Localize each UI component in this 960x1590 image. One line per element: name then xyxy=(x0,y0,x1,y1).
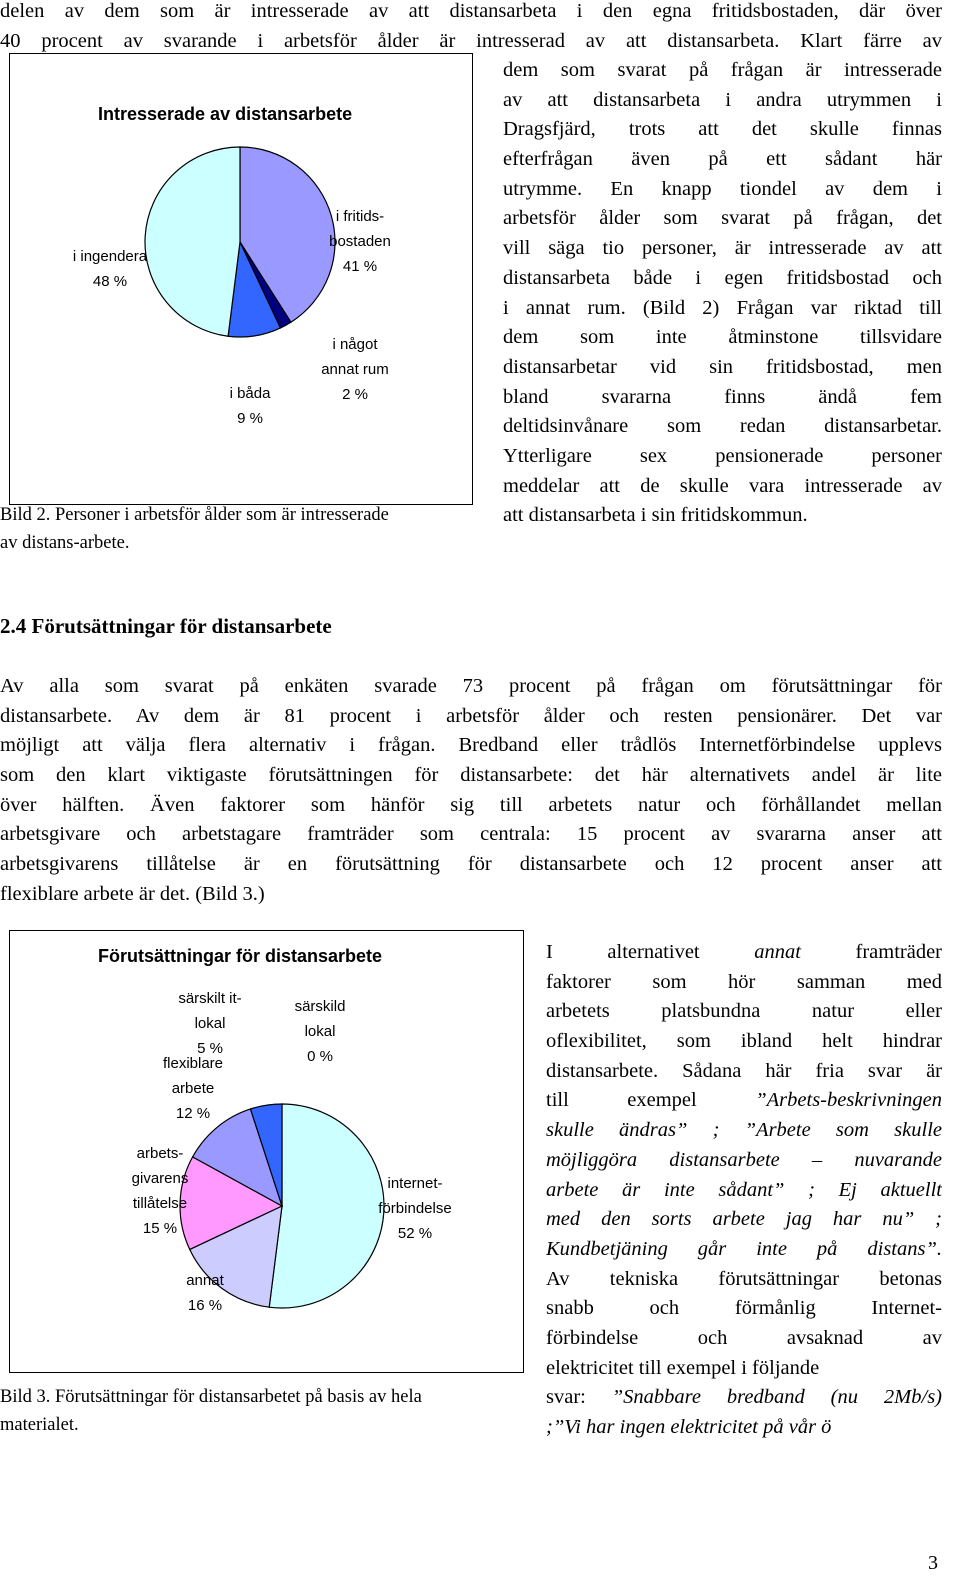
figure-caption-bild2: Bild 2. Personer i arbetsför ålder som är intresserade av distans-arbete. xyxy=(0,505,389,553)
right-column-text xyxy=(503,56,942,531)
text-line: bland svararna finns ändå fem xyxy=(503,385,942,408)
right-column-text-2 xyxy=(546,938,942,1443)
slice-label-internet: internet- förbindelse 52 % xyxy=(378,1175,452,1242)
section-body xyxy=(0,672,942,910)
text-line: som den klart viktigaste förutsättningen för distansarbete: det här alternativets andel är lite xyxy=(0,764,942,787)
slice-label-arbetsgivare: arbets- givarens tillåtelse 15 % xyxy=(131,1145,189,1237)
text-line: distansarbete. Av dem är 81 procent i arbetsför ålder och resten pensionärer. Det var xyxy=(0,704,942,727)
text-line: efterfrågan även på ett sådant här xyxy=(503,148,942,171)
figure-caption-bild3: Bild 3. Förutsättningar för distansarbetet på basis av hela materialet. xyxy=(0,1387,422,1435)
text-line: Av alla som svarat på enkäten svarade 73 procent på frågan om förutsättningar för xyxy=(0,675,942,697)
text-line: med den sorts arbete jag har nu” ; xyxy=(546,1208,942,1231)
text-line: Ytterligare sex pensionerade personer xyxy=(503,444,942,467)
text-line: elektricitet till exempel i följande xyxy=(546,1356,820,1379)
slice-label-annat: annat 16 % xyxy=(186,1272,224,1314)
text-line: utrymme. En knapp tiondel av dem i xyxy=(503,177,942,200)
text-line: att distansarbeta i sin fritidskommun. xyxy=(503,504,808,527)
text-line: till exempel ”Arbets-beskrivningen xyxy=(546,1089,942,1112)
text-line: av att distansarbeta i andra utrymmen i xyxy=(503,88,942,111)
text-line: flexiblare arbete är det. (Bild 3.) xyxy=(0,882,265,905)
chart-box-prerequisites xyxy=(9,930,524,1373)
text-line: arbetsgivare och arbetstagare framträder som centrala: 15 procent av svararna anser att xyxy=(0,823,942,846)
intro-text xyxy=(0,0,942,56)
text-line: dem som svarat på frågan är intresserade xyxy=(503,59,942,81)
text-line: deltidsinvånare som redan distansarbetar. xyxy=(503,415,942,438)
text-line: möjligt att välja flera alternativ i frågan. Bredband eller trådlös Internetförbindelse upplevs xyxy=(0,734,942,757)
text-line: arbete är inte sådant” ; Ej aktuellt xyxy=(546,1178,942,1201)
text-line: arbetets platsbundna natur eller xyxy=(546,1000,942,1023)
text-line: meddelar att de skulle vara intresserade av xyxy=(503,474,942,497)
text-line: arbetsför ålder som svarat på frågan, det xyxy=(503,207,942,230)
text-line: dem som inte åtminstone tillsvidare xyxy=(503,326,942,349)
chart-box-interest xyxy=(9,53,473,505)
text-line: distansarbeta både i egen fritidsbostad och xyxy=(503,266,942,289)
chart-title: Intresserade av distansarbete xyxy=(98,104,353,124)
text-line: distansarbetar vid sin fritidsbostad, men xyxy=(503,355,942,378)
text-line: snabb och förmånlig Internet- xyxy=(546,1297,942,1320)
text-line: arbetsgivarens tillåtelse är en förutsättning för distansarbete och 12 procent anser att xyxy=(0,853,942,876)
text-line: distansarbete. Sådana här fria svar är xyxy=(546,1059,942,1082)
text-line: Av tekniska förutsättningar betonas xyxy=(546,1267,942,1290)
text-line: 40 procent av svarande i arbetsför ålder är intresserad av att distansarbeta. Klart färre av xyxy=(0,29,942,52)
slice-label-bada: i båda 9 % xyxy=(229,385,271,427)
text-line: Dragsfjärd, trots att det skulle finnas xyxy=(503,118,942,141)
page-number: 3 xyxy=(928,1552,938,1574)
pie-slice-i-ingendera xyxy=(145,147,240,336)
text-line: skulle ändras” ; ”Arbete som skulle xyxy=(546,1119,942,1142)
slice-label-annat-rum: i något annat rum 2 % xyxy=(321,336,389,403)
pie-chart-prerequisites xyxy=(10,931,523,1372)
text-line: Kundbetjäning går inte på distans”. xyxy=(546,1237,942,1260)
slice-label-it-lokal: särskilt it- lokal 5 % xyxy=(178,990,242,1057)
text-line: förbindelse och avsaknad av xyxy=(546,1326,942,1349)
text-line: svar: ”Snabbare bredband (nu 2Mb/s) xyxy=(546,1386,942,1409)
text-line: vill säga tio personer, är intresserade av att xyxy=(503,237,942,260)
text-line: ;”Vi har ingen elektricitet på vår ö xyxy=(546,1416,832,1438)
text-line: oflexibilitet, som ibland helt hindrar xyxy=(546,1030,942,1053)
slice-label-fritidsbostaden: i fritids- bostaden 41 % xyxy=(329,208,391,275)
chart-title: Förutsättningar för distansarbete xyxy=(98,946,383,966)
text-line: över hälften. Även faktorer som hänför sig till arbetets natur och förhållandet mellan xyxy=(0,793,942,816)
slice-label-ingendera: i ingendera 48 % xyxy=(72,248,148,290)
text-line: möjliggöra distansarbete – nuvarande xyxy=(546,1148,942,1171)
text-line: i annat rum. (Bild 2) Frågan var riktad till xyxy=(503,296,942,319)
text-line: faktorer som hör samman med xyxy=(546,970,942,993)
slice-label-sarskild-lokal: särskild lokal 0 % xyxy=(294,998,346,1065)
text-line: I alternativet annat framträder xyxy=(546,941,942,963)
section-heading: 2.4 Förutsättningar för distansarbete xyxy=(0,614,332,638)
slice-label-flexiblare: flexiblare arbete 12 % xyxy=(162,1055,224,1122)
text-line: delen av dem som är intresserade av att distansarbeta i den egna fritidsbostaden, där över xyxy=(0,0,942,22)
